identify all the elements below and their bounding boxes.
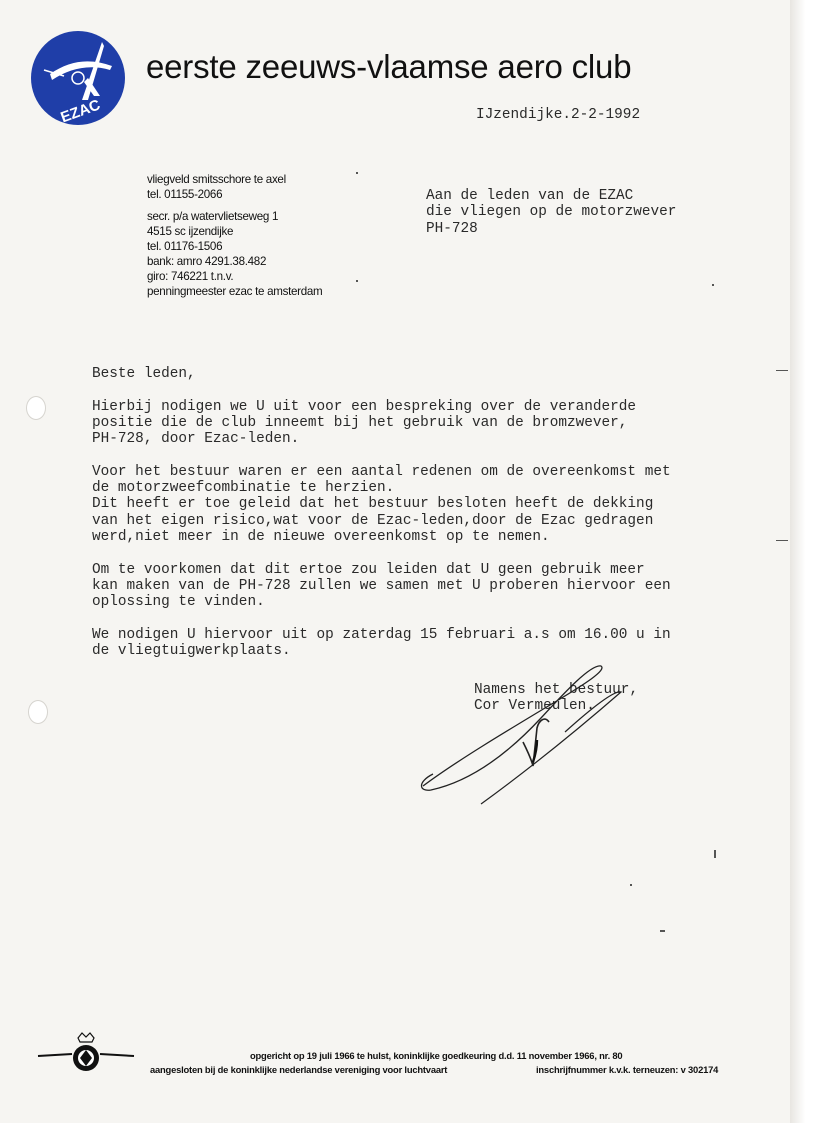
knvvl-emblem: [36, 1030, 136, 1078]
ezac-logo: [30, 30, 126, 126]
address-line: bank: amro 4291.38.482: [147, 255, 267, 268]
club-name: eerste zeeuws-vlaamse aero club: [146, 48, 632, 85]
speck: [714, 850, 716, 858]
address-line: tel. 01155-2066: [147, 188, 223, 201]
speck: [356, 172, 358, 174]
recipient-line: die vliegen op de motorzwever: [426, 204, 677, 221]
speck: [712, 284, 714, 286]
punch-hole: [26, 396, 46, 420]
handwritten-signature: [415, 662, 625, 812]
logo-text: EZAC: [58, 96, 103, 126]
address-line: vliegveld smitsschore te axel: [147, 173, 286, 186]
closing-line: Cor Vermeulen.: [474, 698, 595, 715]
letter-date: IJzendijke.2-2-1992: [476, 107, 641, 123]
footer-affiliation: aangesloten bij de koninklijke nederlandse vereniging voor luchtvaart: [150, 1064, 448, 1075]
address-line: tel. 01176-1506: [147, 240, 223, 253]
punch-hole: [28, 700, 48, 724]
salutation: Beste leden,: [92, 366, 196, 382]
sender-address: [147, 172, 322, 299]
paragraph: We nodigen U hiervoor uit op zaterdag 15 februari a.s om 16.00 u in de vliegtuigwerkplaats.: [92, 626, 671, 660]
footer-founding: opgericht op 19 juli 1966 te hulst, koninklijke goedkeuring d.d. 11 november 1966, nr. 80: [250, 1050, 623, 1061]
paragraph: Hierbij nodigen we U uit voor een bespreking over de veranderde positie die de club inneemt bij het gebruik van de bromzwever, PH-728, door Ezac-leden.: [92, 398, 637, 448]
footer-registration: inschrijfnummer k.v.k. terneuzen: v 302174: [536, 1064, 719, 1075]
closing-line: Namens het bestuur,: [474, 682, 639, 698]
paragraph: Voor het bestuur waren er een aantal redenen om de overeenkomst met de motorzweefcombinatie te herzien. Dit heeft er toe geleid dat het bestuur besloten heeft de dekking van het eigen risico,wat voor de Ezac-leden,door de Ezac gedragen werd,niet meer in de nieuwe overeenkomst op te nemen.: [92, 463, 671, 545]
fold-mark: [776, 540, 788, 541]
speck: [660, 930, 665, 932]
scan-edge: [790, 0, 816, 1123]
speck: [356, 280, 358, 282]
address-line: 4515 sc ijzendijke: [147, 225, 234, 238]
address-line: giro: 746221 t.n.v.: [147, 270, 234, 283]
letter-body: [92, 366, 772, 676]
fold-mark: [776, 370, 788, 371]
address-line: penningmeester ezac te amsterdam: [147, 285, 323, 298]
address-line: secr. p/a watervlietseweg 1: [147, 210, 279, 223]
speck: [630, 884, 632, 886]
recipient-block: [426, 188, 676, 237]
recipient-line: Aan de leden van de EZAC: [426, 188, 634, 204]
recipient-line: PH-728: [426, 220, 478, 237]
paragraph: Om te voorkomen dat dit ertoe zou leiden dat U geen gebruik meer kan maken van de PH-728 zullen we samen met U proberen hiervoor een oplossing te vinden.: [92, 561, 671, 611]
